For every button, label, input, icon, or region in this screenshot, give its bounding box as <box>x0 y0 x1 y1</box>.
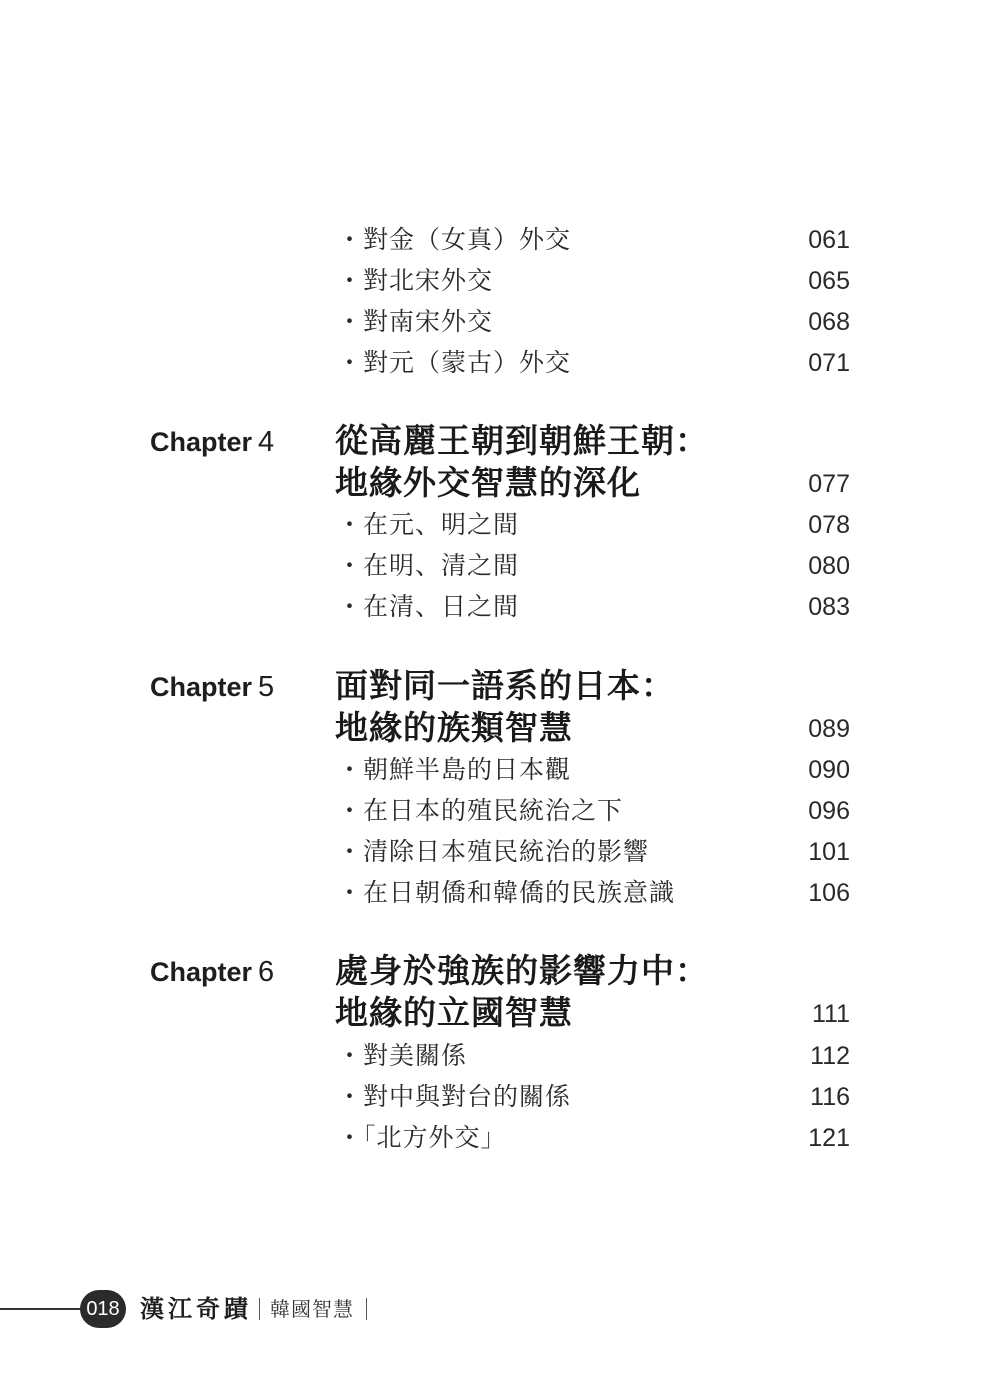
toc-entry-title: ・對元（蒙古）外交 <box>337 348 572 377</box>
footer-divider <box>259 1298 260 1320</box>
toc-entry-title: ・在元、明之間 <box>337 510 520 539</box>
toc-entry-title: ・清除日本殖民統治的影響 <box>337 837 650 866</box>
toc-entry-page: 112 <box>810 1042 850 1070</box>
chapter-title-line2: 地緣外交智慧的深化 <box>335 463 641 502</box>
toc-entry-page: 106 <box>808 879 850 907</box>
toc-entry-title: ・對美關係 <box>337 1041 468 1070</box>
toc-entry-page: 090 <box>808 756 850 784</box>
toc-entry-title: ・對南宋外交 <box>337 307 494 336</box>
toc-entry-page: 083 <box>808 593 850 621</box>
chapter-page: 089 <box>808 715 850 743</box>
toc-entry-page: 121 <box>808 1124 850 1152</box>
toc-entry-title: ・「北方外交」 <box>337 1123 507 1152</box>
chapter-label <box>150 669 274 705</box>
chapter-word: Chapter <box>150 427 253 457</box>
toc-entry-title: ・朝鮮半島的日本觀 <box>337 755 572 784</box>
chapter-title-line2: 地緣的族類智慧 <box>335 708 573 747</box>
chapter-title-line1: 從高麗王朝到朝鮮王朝： <box>335 421 709 460</box>
chapter-label <box>150 954 274 990</box>
chapter-number: 5 <box>258 671 275 703</box>
toc-entry-page: 071 <box>808 349 850 377</box>
toc-entry-title: ・對北宋外交 <box>337 266 494 295</box>
chapter-word: Chapter <box>150 672 253 702</box>
chapter-title-line2: 地緣的立國智慧 <box>335 993 573 1032</box>
chapter-label <box>150 424 274 460</box>
toc-entry-page: 078 <box>808 511 850 539</box>
chapter-number: 6 <box>258 956 275 988</box>
toc-entry-page: 080 <box>808 552 850 580</box>
book-title: 漢江奇蹟 <box>140 1294 252 1323</box>
toc-entry-title: ・在日本的殖民統治之下 <box>337 796 624 825</box>
page-number-badge: 018 <box>80 1290 126 1328</box>
chapter-number: 4 <box>258 426 275 458</box>
toc-entry-title: ・在明、清之間 <box>337 551 520 580</box>
footer-divider <box>366 1298 367 1320</box>
toc-entry-title: ・在日朝僑和韓僑的民族意識 <box>337 878 676 907</box>
chapter-page: 111 <box>811 1000 850 1028</box>
toc-entry-title: ・在清、日之間 <box>337 592 520 621</box>
chapter-word: Chapter <box>150 957 253 987</box>
toc-entry-page: 061 <box>808 226 850 254</box>
toc-entry-page: 065 <box>808 267 850 295</box>
book-subtitle: 韓國智慧 <box>270 1297 354 1321</box>
toc-entry-title: ・對金（女真）外交 <box>337 225 572 254</box>
footer-rule <box>0 1308 90 1310</box>
toc-entry-page: 068 <box>808 308 850 336</box>
page-footer <box>0 1286 1000 1332</box>
toc-entry-title: ・對中與對台的關係 <box>337 1082 572 1111</box>
chapter-title-line1: 處身於強族的影響力中： <box>335 951 709 990</box>
chapter-page: 077 <box>808 470 850 498</box>
toc-entry-page: 096 <box>808 797 850 825</box>
toc-entry-page: 116 <box>810 1083 850 1111</box>
chapter-title-line1: 面對同一語系的日本： <box>335 666 675 705</box>
toc-entry-page: 101 <box>808 838 850 866</box>
